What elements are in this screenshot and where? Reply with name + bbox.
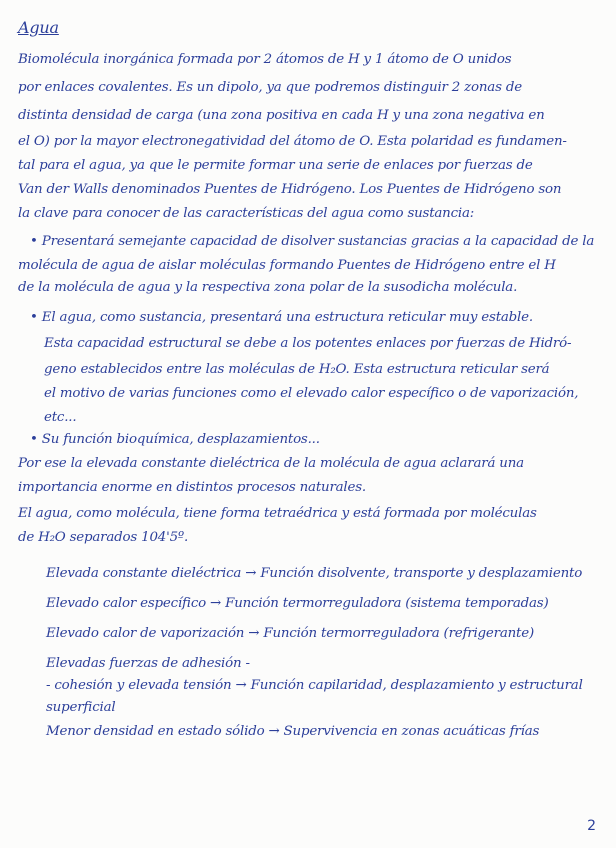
relation-line: Elevado calor de vaporización → Función termorreguladora (refrigerante) xyxy=(46,626,534,641)
bullet-line: geno establecidos entre las moléculas de H₂O. Esta estructura reticular será xyxy=(44,362,550,377)
page-title: Agua xyxy=(18,18,59,37)
paragraph-line: el O) por la mayor electronegatividad del átomo de O. Esta polaridad es fundamen- xyxy=(18,134,567,149)
paragraph-line: la clave para conocer de las características del agua como sustancia: xyxy=(18,206,475,221)
bullet-line: de la molécula de agua y la respectiva zona polar de la susodicha molécula. xyxy=(18,280,518,295)
relation-line: - cohesión y elevada tensión → Función capilaridad, desplazamiento y estructural xyxy=(46,678,583,693)
relation-line: Elevado calor específico → Función termorreguladora (sistema temporadas) xyxy=(46,596,549,611)
relation-line: Elevadas fuerzas de adhesión - xyxy=(46,656,250,671)
paragraph-line: importancia enorme en distintos procesos naturales. xyxy=(18,480,366,495)
bullet-line: el motivo de varias funciones como el elevado calor específico o de vaporización, xyxy=(44,386,579,401)
relation-line: Elevada constante dieléctrica → Función disolvente, transporte y desplazamiento xyxy=(46,566,583,581)
bullet-line: molécula de agua de aislar moléculas formando Puentes de Hidrógeno entre el H xyxy=(18,258,556,273)
bullet-line: Esta capacidad estructural se debe a los potentes enlaces por fuerzas de Hidró- xyxy=(44,336,572,351)
paragraph-line: El agua, como molécula, tiene forma tetraédrica y está formada por moléculas xyxy=(18,506,537,521)
relation-line: superficial xyxy=(46,700,116,715)
page-number: 2 xyxy=(587,818,596,834)
bullet-line: • Presentará semejante capacidad de disolver sustancias gracias a la capacidad de la xyxy=(30,234,595,249)
paragraph-line: tal para el agua, ya que le permite formar una serie de enlaces por fuerzas de xyxy=(18,158,533,173)
relation-line: Menor densidad en estado sólido → Supervivencia en zonas acuáticas frías xyxy=(46,724,540,739)
bullet-line: etc... xyxy=(44,410,77,425)
paragraph-line: Biomolécula inorgánica formada por 2 átomos de H y 1 átomo de O unidos xyxy=(18,52,512,67)
paragraph-line: Van der Walls denominados Puentes de Hidrógeno. Los Puentes de Hidrógeno son xyxy=(18,182,562,197)
paragraph-line: de H₂O separados 104'5º. xyxy=(18,530,189,545)
paragraph-line: distinta densidad de carga (una zona positiva en cada H y una zona negativa en xyxy=(18,108,545,123)
paragraph-line: Por ese la elevada constante dieléctrica de la molécula de agua aclarará una xyxy=(18,456,524,471)
bullet-line: • Su función bioquímica, desplazamientos... xyxy=(30,432,320,447)
paragraph-line: por enlaces covalentes. Es un dipolo, ya que podremos distinguir 2 zonas de xyxy=(18,80,522,95)
bullet-line: • El agua, como sustancia, presentará una estructura reticular muy estable. xyxy=(30,310,533,325)
